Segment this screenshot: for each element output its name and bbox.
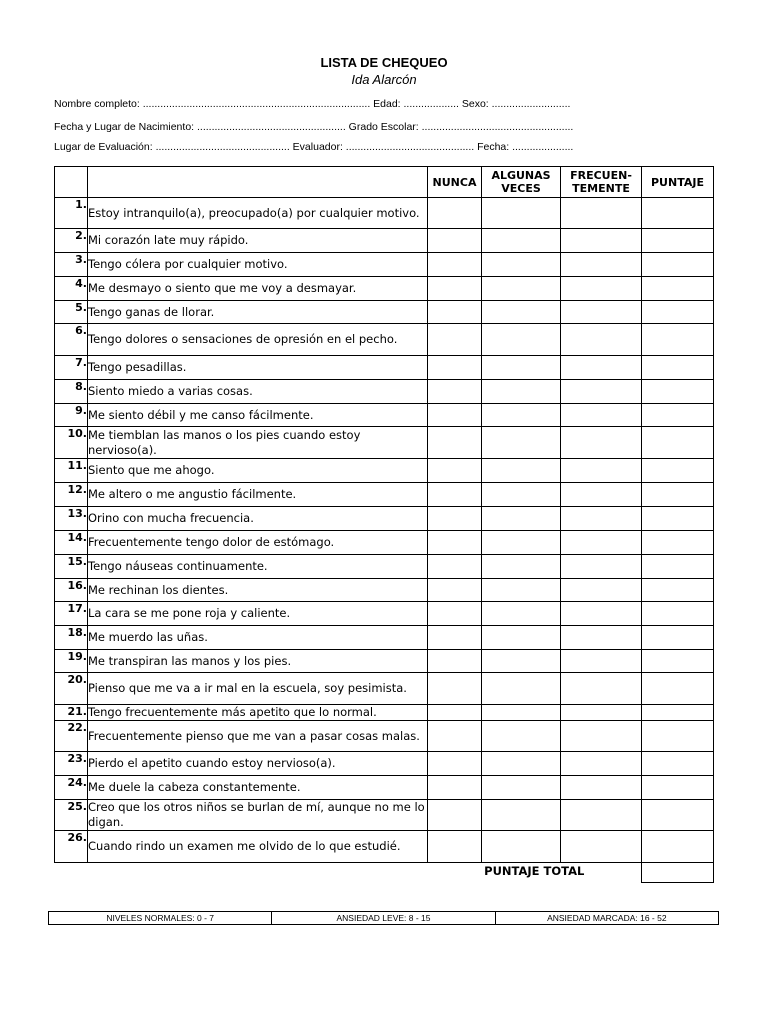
table-row bbox=[55, 705, 714, 721]
item-number: 22. bbox=[55, 721, 88, 752]
frecuentemente-cell[interactable] bbox=[561, 721, 642, 752]
algunas-veces-cell[interactable] bbox=[482, 531, 561, 555]
header-item bbox=[88, 167, 428, 198]
header-algunas-veces-label: ALGUNAS VECES bbox=[491, 169, 551, 195]
table-row bbox=[55, 673, 714, 705]
table-row bbox=[55, 356, 714, 380]
level-leve: ANSIEDAD LEVE: 8 - 15 bbox=[272, 912, 495, 925]
table-header-row bbox=[55, 167, 714, 198]
puntaje-cell[interactable] bbox=[642, 650, 714, 673]
puntaje-cell[interactable] bbox=[642, 626, 714, 650]
item-text: Frecuentemente pienso que me van a pasar cosas malas. bbox=[88, 721, 428, 752]
algunas-veces-cell[interactable] bbox=[482, 752, 561, 776]
puntaje-cell[interactable] bbox=[642, 776, 714, 800]
nunca-cell[interactable] bbox=[428, 324, 482, 356]
puntaje-cell[interactable] bbox=[642, 483, 714, 507]
puntaje-cell[interactable] bbox=[642, 507, 714, 531]
header-nunca: NUNCA bbox=[428, 167, 482, 198]
nunca-cell[interactable] bbox=[428, 404, 482, 427]
header-frecuentemente bbox=[561, 167, 642, 198]
frecuentemente-cell[interactable] bbox=[561, 198, 642, 229]
item-text: Tengo pesadillas. bbox=[88, 356, 428, 380]
nunca-cell[interactable] bbox=[428, 459, 482, 483]
puntaje-cell[interactable] bbox=[642, 800, 714, 831]
nunca-cell[interactable] bbox=[428, 301, 482, 324]
evaluation-info-line[interactable]: Lugar de Evaluación: .............................................. Evaluador: ............................................ Fecha: ..................... bbox=[54, 141, 574, 153]
algunas-veces-cell[interactable] bbox=[482, 626, 561, 650]
table-row bbox=[55, 229, 714, 253]
algunas-veces-cell[interactable] bbox=[482, 324, 561, 356]
frecuentemente-cell[interactable] bbox=[561, 831, 642, 863]
total-score-cell[interactable] bbox=[642, 863, 714, 883]
algunas-veces-cell[interactable] bbox=[482, 253, 561, 277]
nunca-cell[interactable] bbox=[428, 673, 482, 705]
table-row bbox=[55, 721, 714, 752]
item-number: 15. bbox=[55, 555, 88, 579]
puntaje-cell[interactable] bbox=[642, 752, 714, 776]
item-number: 1. bbox=[55, 198, 88, 229]
item-number: 5. bbox=[55, 301, 88, 324]
nunca-cell[interactable] bbox=[428, 650, 482, 673]
nunca-cell[interactable] bbox=[428, 555, 482, 579]
header-algunas-veces bbox=[482, 167, 561, 198]
item-text: Me muerdo las uñas. bbox=[88, 626, 428, 650]
frecuentemente-cell[interactable] bbox=[561, 277, 642, 301]
header-puntaje: PUNTAJE bbox=[642, 167, 714, 198]
item-number: 2. bbox=[55, 229, 88, 253]
nunca-cell[interactable] bbox=[428, 776, 482, 800]
item-text: La cara se me pone roja y caliente. bbox=[88, 602, 428, 626]
item-number: 8. bbox=[55, 380, 88, 404]
algunas-veces-cell[interactable] bbox=[482, 602, 561, 626]
table-row bbox=[55, 555, 714, 579]
table-row bbox=[55, 800, 714, 831]
document-title: LISTA DE CHEQUEO bbox=[320, 55, 448, 70]
frecuentemente-cell[interactable] bbox=[561, 555, 642, 579]
checklist-table bbox=[54, 166, 714, 883]
item-text: Tengo ganas de llorar. bbox=[88, 301, 428, 324]
algunas-veces-cell[interactable] bbox=[482, 380, 561, 404]
item-number: 14. bbox=[55, 531, 88, 555]
puntaje-cell[interactable] bbox=[642, 229, 714, 253]
table-row bbox=[55, 277, 714, 301]
table-row bbox=[55, 602, 714, 626]
puntaje-cell[interactable] bbox=[642, 555, 714, 579]
total-spacer bbox=[88, 863, 428, 883]
frecuentemente-cell[interactable] bbox=[561, 626, 642, 650]
item-number: 23. bbox=[55, 752, 88, 776]
frecuentemente-cell[interactable] bbox=[561, 356, 642, 380]
table-row bbox=[55, 301, 714, 324]
item-text: Siento miedo a varias cosas. bbox=[88, 380, 428, 404]
total-spacer bbox=[55, 863, 88, 883]
table-row bbox=[55, 253, 714, 277]
item-number: 25. bbox=[55, 800, 88, 831]
puntaje-cell[interactable] bbox=[642, 277, 714, 301]
algunas-veces-cell[interactable] bbox=[482, 277, 561, 301]
birth-info-line[interactable]: Fecha y Lugar de Nacimiento: ................................................... Grado Escolar: .................................................... bbox=[54, 121, 574, 133]
table-row bbox=[55, 404, 714, 427]
algunas-veces-cell[interactable] bbox=[482, 650, 561, 673]
item-text: Me rechinan los dientes. bbox=[88, 579, 428, 602]
item-number: 24. bbox=[55, 776, 88, 800]
frecuentemente-cell[interactable] bbox=[561, 253, 642, 277]
item-number: 17. bbox=[55, 602, 88, 626]
algunas-veces-cell[interactable] bbox=[482, 555, 561, 579]
item-text: Me altero o me angustio fácilmente. bbox=[88, 483, 428, 507]
nunca-cell[interactable] bbox=[428, 356, 482, 380]
table-row bbox=[55, 324, 714, 356]
nunca-cell[interactable] bbox=[428, 721, 482, 752]
algunas-veces-cell[interactable] bbox=[482, 507, 561, 531]
frecuentemente-cell[interactable] bbox=[561, 483, 642, 507]
nunca-cell[interactable] bbox=[428, 507, 482, 531]
item-number: 26. bbox=[55, 831, 88, 863]
algunas-veces-cell[interactable] bbox=[482, 404, 561, 427]
frecuentemente-cell[interactable] bbox=[561, 602, 642, 626]
total-row bbox=[55, 863, 714, 883]
frecuentemente-cell[interactable] bbox=[561, 427, 642, 459]
frecuentemente-cell[interactable] bbox=[561, 673, 642, 705]
algunas-veces-cell[interactable] bbox=[482, 721, 561, 752]
puntaje-cell[interactable] bbox=[642, 459, 714, 483]
nunca-cell[interactable] bbox=[428, 752, 482, 776]
puntaje-cell[interactable] bbox=[642, 531, 714, 555]
puntaje-cell[interactable] bbox=[642, 253, 714, 277]
algunas-veces-cell[interactable] bbox=[482, 301, 561, 324]
frecuentemente-cell[interactable] bbox=[561, 650, 642, 673]
nunca-cell[interactable] bbox=[428, 800, 482, 831]
item-number: 10. bbox=[55, 427, 88, 459]
item-text: Pienso que me va a ir mal en la escuela, soy pesimista. bbox=[88, 673, 428, 705]
frecuentemente-cell[interactable] bbox=[561, 800, 642, 831]
nunca-cell[interactable] bbox=[428, 531, 482, 555]
item-text: Me transpiran las manos y los pies. bbox=[88, 650, 428, 673]
level-normal: NIVELES NORMALES: 0 - 7 bbox=[49, 912, 272, 925]
algunas-veces-cell[interactable] bbox=[482, 198, 561, 229]
frecuentemente-cell[interactable] bbox=[561, 229, 642, 253]
nunca-cell[interactable] bbox=[428, 831, 482, 863]
frecuentemente-cell[interactable] bbox=[561, 705, 642, 721]
frecuentemente-cell[interactable] bbox=[561, 507, 642, 531]
item-number: 13. bbox=[55, 507, 88, 531]
nunca-cell[interactable] bbox=[428, 483, 482, 507]
frecuentemente-cell[interactable] bbox=[561, 579, 642, 602]
puntaje-cell[interactable] bbox=[642, 427, 714, 459]
algunas-veces-cell[interactable] bbox=[482, 776, 561, 800]
algunas-veces-cell[interactable] bbox=[482, 831, 561, 863]
algunas-veces-cell[interactable] bbox=[482, 800, 561, 831]
table-row bbox=[55, 650, 714, 673]
item-number: 7. bbox=[55, 356, 88, 380]
total-label: PUNTAJE TOTAL bbox=[484, 864, 585, 878]
header-frecuentemente-label: FRECUEN-TEMENTE bbox=[570, 169, 632, 195]
puntaje-cell[interactable] bbox=[642, 579, 714, 602]
nunca-cell[interactable] bbox=[428, 626, 482, 650]
item-text: Tengo frecuentemente más apetito que lo normal. bbox=[88, 705, 428, 721]
item-text: Me duele la cabeza constantemente. bbox=[88, 776, 428, 800]
nunca-cell[interactable] bbox=[428, 229, 482, 253]
puntaje-cell[interactable] bbox=[642, 673, 714, 705]
item-text: Mi corazón late muy rápido. bbox=[88, 229, 428, 253]
item-number: 19. bbox=[55, 650, 88, 673]
item-text: Frecuentemente tengo dolor de estómago. bbox=[88, 531, 428, 555]
table-row bbox=[55, 507, 714, 531]
nunca-cell[interactable] bbox=[428, 380, 482, 404]
algunas-veces-cell[interactable] bbox=[482, 705, 561, 721]
frecuentemente-cell[interactable] bbox=[561, 459, 642, 483]
level-marcada: ANSIEDAD MARCADA: 16 - 52 bbox=[495, 912, 718, 925]
puntaje-cell[interactable] bbox=[642, 356, 714, 380]
levels-legend bbox=[48, 911, 719, 925]
table-row bbox=[55, 198, 714, 229]
frecuentemente-cell[interactable] bbox=[561, 531, 642, 555]
personal-info-line[interactable]: Nombre completo: .............................................................................. Edad: ................... Sexo: ........................... bbox=[54, 98, 571, 110]
item-number: 12. bbox=[55, 483, 88, 507]
frecuentemente-cell[interactable] bbox=[561, 776, 642, 800]
algunas-veces-cell[interactable] bbox=[482, 229, 561, 253]
algunas-veces-cell[interactable] bbox=[482, 483, 561, 507]
item-text: Orino con mucha frecuencia. bbox=[88, 507, 428, 531]
nunca-cell[interactable] bbox=[428, 602, 482, 626]
item-number: 11. bbox=[55, 459, 88, 483]
item-number: 18. bbox=[55, 626, 88, 650]
item-text: Tengo náuseas continuamente. bbox=[88, 555, 428, 579]
item-number: 3. bbox=[55, 253, 88, 277]
puntaje-cell[interactable] bbox=[642, 602, 714, 626]
frecuentemente-cell[interactable] bbox=[561, 752, 642, 776]
item-text: Estoy intranquilo(a), preocupado(a) por cualquier motivo. bbox=[88, 198, 428, 229]
puntaje-cell[interactable] bbox=[642, 404, 714, 427]
table-row bbox=[55, 752, 714, 776]
item-text: Creo que los otros niños se burlan de mí, aunque no me lo digan. bbox=[88, 800, 428, 831]
nunca-cell[interactable] bbox=[428, 198, 482, 229]
frecuentemente-cell[interactable] bbox=[561, 301, 642, 324]
item-text: Pierdo el apetito cuando estoy nervioso(a). bbox=[88, 752, 428, 776]
nunca-cell[interactable] bbox=[428, 277, 482, 301]
table-row bbox=[55, 459, 714, 483]
puntaje-cell[interactable] bbox=[642, 705, 714, 721]
item-text: Cuando rindo un examen me olvido de lo que estudié. bbox=[88, 831, 428, 863]
algunas-veces-cell[interactable] bbox=[482, 427, 561, 459]
algunas-veces-cell[interactable] bbox=[482, 356, 561, 380]
nunca-cell[interactable] bbox=[428, 253, 482, 277]
algunas-veces-cell[interactable] bbox=[482, 673, 561, 705]
table-row bbox=[55, 626, 714, 650]
item-text: Me desmayo o siento que me voy a desmayar. bbox=[88, 277, 428, 301]
item-text: Tengo dolores o sensaciones de opresión en el pecho. bbox=[88, 324, 428, 356]
frecuentemente-cell[interactable] bbox=[561, 380, 642, 404]
document-author: Ida Alarcón bbox=[351, 72, 417, 87]
frecuentemente-cell[interactable] bbox=[561, 404, 642, 427]
item-number: 4. bbox=[55, 277, 88, 301]
table-row bbox=[55, 831, 714, 863]
puntaje-cell[interactable] bbox=[642, 380, 714, 404]
puntaje-cell[interactable] bbox=[642, 324, 714, 356]
item-number: 20. bbox=[55, 673, 88, 705]
header-number bbox=[55, 167, 88, 198]
algunas-veces-cell[interactable] bbox=[482, 459, 561, 483]
table-row bbox=[55, 776, 714, 800]
puntaje-cell[interactable] bbox=[642, 301, 714, 324]
item-text: Me siento débil y me canso fácilmente. bbox=[88, 404, 428, 427]
item-number: 6. bbox=[55, 324, 88, 356]
item-text: Siento que me ahogo. bbox=[88, 459, 428, 483]
puntaje-cell[interactable] bbox=[642, 198, 714, 229]
nunca-cell[interactable] bbox=[428, 705, 482, 721]
item-number: 9. bbox=[55, 404, 88, 427]
nunca-cell[interactable] bbox=[428, 579, 482, 602]
item-text: Tengo cólera por cualquier motivo. bbox=[88, 253, 428, 277]
table-row bbox=[55, 483, 714, 507]
table-row bbox=[55, 579, 714, 602]
item-number: 21. bbox=[55, 705, 88, 721]
puntaje-cell[interactable] bbox=[642, 721, 714, 752]
algunas-veces-cell[interactable] bbox=[482, 579, 561, 602]
table-row bbox=[55, 427, 714, 459]
table-row bbox=[55, 380, 714, 404]
item-number: 16. bbox=[55, 579, 88, 602]
nunca-cell[interactable] bbox=[428, 427, 482, 459]
puntaje-cell[interactable] bbox=[642, 831, 714, 863]
item-text: Me tiemblan las manos o los pies cuando estoy nervioso(a). bbox=[88, 427, 428, 459]
frecuentemente-cell[interactable] bbox=[561, 324, 642, 356]
table-row bbox=[55, 531, 714, 555]
